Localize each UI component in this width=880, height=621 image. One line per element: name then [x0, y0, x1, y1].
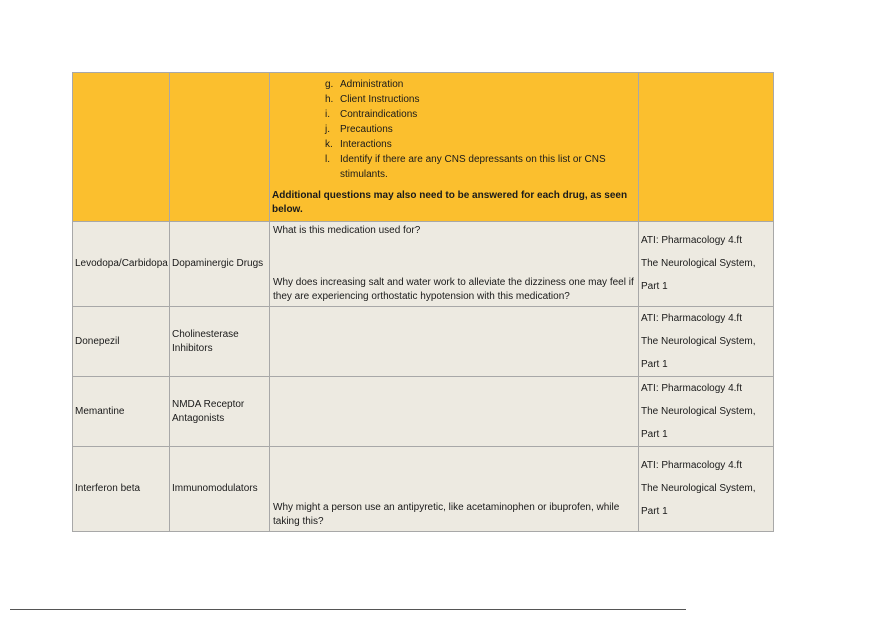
question-cell [270, 307, 639, 377]
question-text: What is this medication used for? [273, 225, 421, 236]
question-text: Why might a person use an antipyretic, like acetaminophen or ibuprofen, while taking this? [273, 502, 620, 527]
reference-cell: ATI: Pharmacology 4.ft The Neurological System, Part 1 [639, 377, 774, 447]
drug-table [72, 72, 774, 532]
question-cell [270, 447, 639, 532]
question-text: Why does increasing salt and water work to alleviate the dizziness one may feel if they are experiencing orthostatic hypotension with this medication? [273, 277, 634, 302]
drug-class: Dopaminergic Drugs [170, 222, 270, 307]
reference-cell: ATI: Pharmacology 4.ft The Neurological System, Part 1 [639, 447, 774, 532]
table-row [73, 307, 774, 377]
list-item: k. Interactions [325, 139, 392, 150]
table-row [73, 377, 774, 447]
reference-cell: ATI: Pharmacology 4.ft The Neurological System, Part 1 [639, 222, 774, 307]
question-cell [270, 222, 639, 307]
list-item: j. Precautions [325, 124, 393, 135]
table-row [73, 222, 774, 307]
table-row [73, 447, 774, 532]
instruction-list [325, 77, 636, 182]
reference-cell: ATI: Pharmacology 4.ft The Neurological System, Part 1 [639, 307, 774, 377]
drug-class: NMDA Receptor Antagonists [170, 377, 270, 447]
drug-name: Interferon beta [73, 447, 170, 532]
instructions-cell [270, 73, 639, 222]
list-item: h. Client Instructions [325, 94, 420, 105]
header-cell-empty [73, 73, 170, 222]
additional-questions-note: Additional questions may also need to be answered for each drug, as seen below. [272, 190, 628, 215]
drug-class: Immunomodulators [170, 447, 270, 532]
header-row [73, 73, 774, 222]
page-divider [10, 609, 686, 610]
drug-name: Donepezil [73, 307, 170, 377]
header-cell-empty [170, 73, 270, 222]
drug-name: Levodopa/Carbidopa [73, 222, 170, 307]
list-item: g. Administration [325, 79, 404, 90]
drug-class: Cholinesterase Inhibitors [170, 307, 270, 377]
drug-name: Memantine [73, 377, 170, 447]
list-item: l. Identify if there are any CNS depressants on this list or CNS stimulants. [325, 154, 606, 180]
list-item: i. Contraindications [325, 109, 418, 120]
question-cell [270, 377, 639, 447]
header-cell-empty [639, 73, 774, 222]
